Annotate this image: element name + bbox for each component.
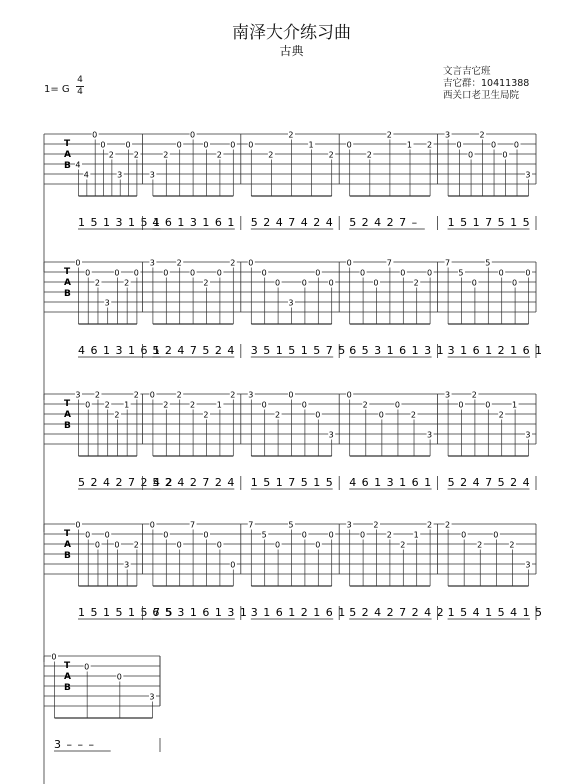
tab-clef-letter: B [64, 683, 71, 693]
fret-number: 2 [328, 150, 334, 160]
fret-number: 0 [315, 268, 321, 278]
fret-number: 5 [458, 268, 464, 278]
tab-clef-letter: B [64, 289, 71, 299]
jianpu-measure: 5 2 4 7 5 2 4 [447, 476, 531, 489]
fret-number: 3 [75, 390, 81, 400]
fret-number: 0 [328, 278, 334, 288]
fret-number: 0 [104, 530, 110, 540]
fret-number: 0 [513, 140, 520, 150]
tab-clef-letter: T [64, 267, 71, 277]
fret-number: 0 [315, 410, 321, 420]
fret-number: 1 [308, 140, 314, 150]
tab-clef-letter: T [64, 399, 71, 409]
fret-number: 0 [346, 390, 352, 400]
fret-number: 3 [445, 130, 451, 140]
page-title: 南泽大介练习曲 [232, 23, 351, 43]
fret-number: 3 [248, 390, 254, 400]
fret-number: 2 [94, 390, 100, 400]
fret-number: 3 [525, 430, 531, 440]
fret-number: 2 [479, 130, 485, 140]
fret-number: 2 [410, 410, 417, 420]
jianpu-measure: 1 5 1 7 5 1 5 [447, 216, 531, 229]
jianpu-measure: 1 5 1 3 1 5 1 [78, 216, 161, 229]
jianpu-measure: 5 2 4 7 4 2 4 [250, 216, 334, 229]
fret-number: 0 [230, 560, 236, 570]
fret-number: 0 [490, 140, 497, 150]
jianpu-measure: 5 2 4 2 7 2 4 2 [78, 476, 174, 489]
fret-number: 0 [498, 268, 504, 278]
fret-number: 2 [427, 140, 433, 150]
fret-number: 2 [104, 400, 110, 410]
fret-number: 2 [176, 258, 182, 268]
fret-number: 7 [248, 520, 254, 530]
fret-number: 0 [467, 150, 474, 160]
fret-number: 0 [190, 268, 196, 278]
fret-number: 2 [163, 400, 169, 410]
fret-number: 0 [493, 530, 499, 540]
fret-number: 0 [163, 530, 169, 540]
fret-number: 0 [301, 400, 307, 410]
fret-number: 3 [525, 560, 531, 570]
jianpu-measure: 4 6 1 3 1 6 1 [152, 216, 236, 229]
fret-number: 0 [261, 268, 267, 278]
fret-number: 0 [471, 278, 477, 288]
credit-line: 西关口老卫生局院 [443, 90, 520, 101]
fret-number: 0 [116, 672, 122, 682]
fret-number: 0 [456, 140, 462, 150]
fret-number: 2 [413, 278, 419, 288]
fret-number: 2 [133, 390, 139, 400]
fret-number: 3 [149, 258, 155, 268]
time-signature-top: 4 [77, 75, 83, 85]
jianpu-measure: 1 5 4 1 5 4 1 5 [447, 606, 544, 619]
tab-clef-letter: A [64, 150, 71, 160]
fret-number: 0 [190, 130, 196, 140]
fret-number: 2 [216, 150, 222, 160]
fret-number: 0 [248, 258, 254, 268]
jianpu-measure: 4 6 1 3 1 6 1 [78, 344, 161, 357]
fret-number: 3 [525, 170, 531, 180]
fret-number: 0 [216, 268, 222, 278]
fret-number: 0 [346, 258, 352, 268]
fret-number: 0 [346, 140, 352, 150]
fret-number: 0 [85, 530, 91, 540]
tab-clef-letter: T [64, 529, 71, 539]
fret-number: 0 [378, 410, 384, 420]
fret-number: 0 [203, 530, 209, 540]
fret-number: 0 [360, 530, 366, 540]
fret-number: 0 [149, 520, 155, 530]
fret-number: 2 [124, 278, 130, 288]
tab-clef-letter: A [64, 540, 71, 550]
fret-number: 0 [125, 140, 131, 150]
jianpu-measure: 6 5 3 1 6 1 3 1 [349, 344, 445, 357]
jianpu-measure: 5 2 4 2 7 – [349, 216, 419, 229]
fret-number: 0 [75, 520, 81, 530]
jianpu-measure: 3 1 6 1 2 1 6 1 [447, 344, 544, 357]
fret-number: 0 [400, 268, 406, 278]
fret-number: 2 [275, 410, 281, 420]
fret-number: 2 [203, 410, 209, 420]
fret-number: 2 [427, 520, 433, 530]
fret-number: 0 [512, 278, 518, 288]
fret-number: 0 [328, 530, 334, 540]
credit-line: 吉它群：10411388 [443, 78, 530, 89]
fret-number: 0 [525, 268, 531, 278]
tab-clef-letter: T [64, 661, 71, 671]
fret-number: 0 [94, 540, 100, 550]
fret-number: 3 [149, 170, 155, 180]
fret-number: 0 [301, 278, 307, 288]
fret-number: 2 [366, 150, 372, 160]
fret-number: 0 [373, 278, 379, 288]
fret-number: 2 [230, 390, 236, 400]
fret-number: 2 [445, 520, 451, 530]
fret-number: 0 [203, 140, 209, 150]
fret-number: 7 [445, 258, 451, 268]
tab-clef-letter: T [64, 139, 71, 149]
fret-number: 3 [346, 520, 352, 530]
fret-number: 5 [261, 530, 267, 540]
fret-number: 2 [176, 390, 182, 400]
fret-number: 2 [190, 400, 196, 410]
fret-number: 0 [75, 258, 81, 268]
fret-number: 0 [85, 400, 91, 410]
fret-number: 0 [360, 268, 366, 278]
fret-number: 0 [248, 140, 254, 150]
jianpu-measure: 1 5 1 7 5 1 5 [250, 476, 334, 489]
fret-number: 0 [458, 400, 464, 410]
fret-number: 0 [315, 540, 321, 550]
fret-number: 0 [461, 530, 467, 540]
fret-number: 2 [203, 278, 209, 288]
fret-number: 2 [268, 150, 274, 160]
jianpu-measure: 4 6 1 3 1 6 1 [349, 476, 433, 489]
fret-number: 3 [124, 560, 130, 570]
jianpu-measure: 3 1 6 1 2 1 6 1 [250, 606, 347, 619]
credit-line: 文言吉它班 [443, 66, 491, 77]
fret-number: 1 [413, 530, 419, 540]
fret-number: 1 [124, 400, 130, 410]
fret-number: 0 [394, 400, 400, 410]
fret-number: 0 [427, 268, 433, 278]
fret-number: 0 [149, 390, 155, 400]
fret-number: 3 [445, 390, 451, 400]
fret-number: 2 [133, 540, 139, 550]
fret-number: 0 [133, 268, 139, 278]
fret-number: 2 [477, 540, 483, 550]
fret-number: 0 [301, 530, 307, 540]
fret-number: 0 [216, 540, 222, 550]
fret-number: 0 [485, 400, 491, 410]
fret-number: 2 [108, 150, 114, 160]
fret-number: 2 [373, 520, 379, 530]
page-subtitle: 古典 [279, 44, 304, 58]
fret-number: 3 [427, 430, 433, 440]
key-signature: 1= G [44, 84, 70, 95]
fret-number: 0 [114, 540, 120, 550]
fret-number: 2 [133, 150, 139, 160]
fret-number: 2 [94, 278, 100, 288]
jianpu-measure: 3 5 1 5 1 5 7 5 [250, 344, 347, 357]
fret-number: 1 [512, 400, 518, 410]
tab-clef-letter: A [64, 410, 71, 420]
fret-number: 3 [328, 430, 334, 440]
fret-number: 3 [149, 692, 155, 702]
tab-clef-letter: B [64, 161, 71, 171]
fret-number: 3 [117, 170, 123, 180]
fret-number: 0 [275, 278, 281, 288]
fret-number: 0 [163, 268, 169, 278]
fret-number: 0 [261, 400, 267, 410]
fret-number: 2 [288, 130, 294, 140]
fret-number: 0 [51, 652, 57, 662]
fret-number: 0 [85, 268, 91, 278]
fret-number: 4 [75, 160, 81, 170]
tab-clef-letter: A [64, 672, 71, 682]
fret-number: 2 [163, 150, 169, 160]
fret-number: 2 [230, 258, 236, 268]
jianpu-measure: 5 2 4 2 7 2 4 2 [349, 606, 445, 619]
fret-number: 3 [104, 298, 110, 308]
fret-number: 0 [230, 140, 236, 150]
fret-number: 0 [176, 140, 182, 150]
fret-number: 2 [400, 540, 406, 550]
tab-clef-letter: B [64, 551, 71, 561]
fret-number: 2 [498, 410, 504, 420]
fret-number: 0 [502, 150, 508, 160]
jianpu-measure: 5 2 4 2 7 2 4 [152, 476, 236, 489]
fret-number: 7 [190, 520, 196, 530]
time-signature-bottom: 4 [77, 87, 83, 97]
jianpu-measure: 3 – – – [54, 738, 95, 751]
fret-number: 1 [216, 400, 222, 410]
tab-clef-letter: A [64, 278, 71, 288]
tab-clef-letter: B [64, 421, 71, 431]
fret-number: 7 [386, 258, 392, 268]
jianpu-measure: 1 5 1 5 1 5 7 5 [78, 606, 174, 619]
fret-number: 4 [83, 170, 89, 180]
fret-number: 0 [92, 130, 98, 140]
jianpu-measure: 5 2 4 7 5 2 4 [152, 344, 236, 357]
fret-number: 2 [386, 130, 392, 140]
fret-number: 5 [288, 520, 294, 530]
fret-number: 2 [386, 530, 392, 540]
fret-number: 0 [176, 540, 182, 550]
fret-number: 0 [100, 140, 106, 150]
fret-number: 5 [485, 258, 491, 268]
fret-number: 0 [84, 662, 90, 672]
fret-number: 2 [471, 390, 477, 400]
fret-number: 3 [288, 298, 294, 308]
fret-number: 0 [275, 540, 281, 550]
fret-number: 2 [114, 410, 120, 420]
jianpu-measure: 6 5 3 1 6 1 3 1 [152, 606, 248, 619]
fret-number: 1 [406, 140, 412, 150]
fret-number: 0 [288, 390, 294, 400]
fret-number: 2 [509, 540, 515, 550]
fret-number: 0 [114, 268, 120, 278]
fret-number: 2 [362, 400, 368, 410]
